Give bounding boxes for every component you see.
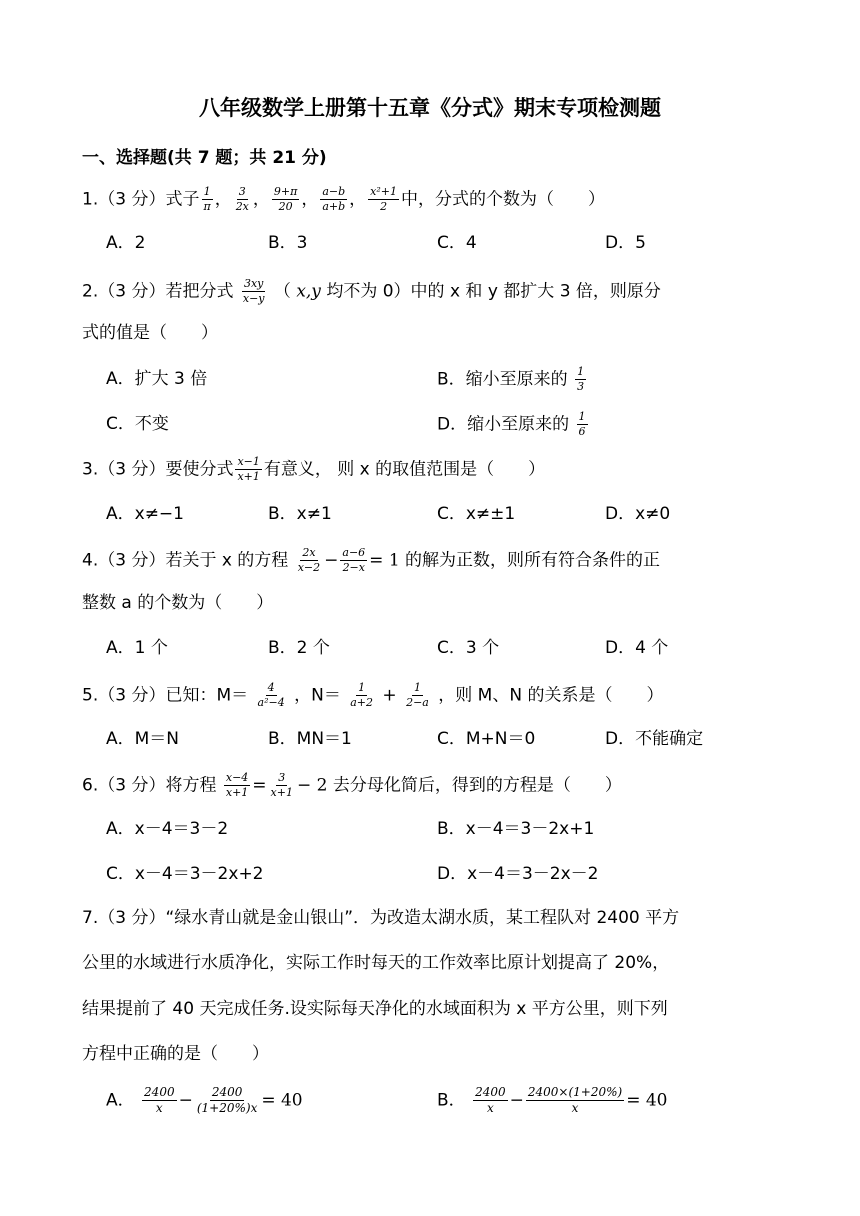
fraction: $\frac{3xy}{x-y}$ (242, 277, 265, 305)
q1-option-d[interactable]: D．5 (605, 233, 646, 253)
q7-option-a[interactable]: A． $\frac{2400}{x}$ − $\frac{2400}{(1+20\%)x}$ = 40 (106, 1085, 303, 1115)
fraction: $\frac{3}{2x}$ (235, 185, 249, 213)
fraction: $\frac{1}{3}$ (577, 365, 585, 393)
q6-prefix: 6.（3 分）将方程 (82, 775, 217, 796)
q3-option-d[interactable]: D．x≠0 (605, 504, 671, 524)
q1-prefix: 1.（3 分）式子 (82, 189, 200, 210)
q4-line-2: 整数 a 的个数为（ ） (82, 593, 274, 613)
fraction: $\frac{2400}{(1+20\%)x}$ (196, 1085, 258, 1115)
minus-two: − 2 (296, 775, 328, 796)
q6-option-b[interactable]: B．x－4＝3－2x+1 (437, 819, 595, 839)
question-6 (82, 772, 622, 799)
q4-option-a[interactable]: A．1 个 (106, 638, 168, 658)
fraction: $\frac{x-1}{x+1}$ (237, 455, 260, 483)
q2-option-d[interactable]: D．缩小至原来的 $\frac{1}{6}$ (437, 410, 586, 438)
fraction: $\frac{1}{a+2}$ (350, 681, 374, 709)
fraction: $\frac{x-4}{x+1}$ (225, 771, 249, 799)
fraction: $\frac{2400}{x}$ (475, 1085, 506, 1115)
q5-suffix: ，则 M、N 的关系是（ ） (438, 685, 664, 706)
q2-option-c[interactable]: C．不变 (106, 414, 169, 434)
q2-prefix: 2.（3 分）若把分式 (82, 281, 234, 302)
fraction: $\frac{3}{x+1}$ (270, 771, 293, 799)
q1-option-a[interactable]: A．2 (106, 233, 146, 253)
q2-vars: x,y (296, 281, 321, 302)
q1-option-b[interactable]: B．3 (268, 233, 308, 253)
q4-suffix: 的解为正数，则所有符合条件的正 (405, 550, 661, 571)
q4-option-b[interactable]: B．2 个 (268, 638, 330, 658)
q3-option-a[interactable]: A．x≠−1 (106, 504, 184, 524)
q3-prefix: 3.（3 分）要使分式 (82, 459, 234, 480)
fraction: $\frac{2400\times(1+20\%)}{x}$ (527, 1085, 623, 1115)
q6-option-c[interactable]: C．x－4＝3－2x+2 (106, 864, 264, 884)
q2-line-2: 式的值是（ ） (82, 323, 218, 343)
q3-option-b[interactable]: B．x≠1 (268, 504, 332, 524)
q4-option-d[interactable]: D．4 个 (605, 638, 669, 658)
q6-suffix: 去分母化简后，得到的方程是（ ） (332, 775, 622, 796)
q7-line-3: 结果提前了 40 天完成任务.设实际每天净化的水域面积为 x 平方公里，则下列 (82, 999, 668, 1019)
fraction: $\frac{1}{6}$ (578, 410, 586, 438)
q4-prefix: 4.（3 分）若关于 x 的方程 (82, 550, 289, 571)
fraction: $\frac{2400}{x}$ (144, 1085, 175, 1115)
fraction: $\frac{9+\pi}{20}$ (273, 185, 298, 213)
q7-line-4: 方程中正确的是（ ） (82, 1044, 269, 1064)
fraction: $\frac{a-6}{2-x}$ (342, 546, 366, 574)
fraction: $\frac{1}{\pi}$ (203, 185, 211, 213)
q2-mid: 均不为 0）中的 x 和 y 都扩大 3 倍，则原分 (326, 281, 661, 302)
fraction: $\frac{4}{\text{a²−4}}$ (257, 681, 285, 709)
fraction: $\frac{\text{x²+1}}{2}$ (370, 185, 398, 213)
fraction: $\frac{1}{2-a}$ (406, 681, 429, 709)
equals-sign: = (252, 775, 267, 796)
q7-option-b[interactable]: B． $\frac{2400}{x}$ − $\frac{2400\times(1+20\%)}{x}$ = 40 (437, 1085, 668, 1115)
minus-sign: − (324, 550, 339, 571)
q3-suffix: 有意义， 则 x 的取值范围是（ ） (263, 459, 546, 480)
question-3 (82, 456, 545, 483)
fraction: $\frac{2x}{x-2}$ (297, 546, 321, 574)
q7-line-1: 7.（3 分）“绿水青山就是金山银山”．为改造太湖水质，某工程队对 2400 平方 (82, 908, 680, 928)
q6-option-d[interactable]: D．x－4＝3－2x－2 (437, 864, 599, 884)
q5-mid: ，N＝ (294, 685, 341, 706)
q2-option-a[interactable]: A．扩大 3 倍 (106, 369, 208, 389)
equals-one: = 1 (369, 550, 400, 571)
q5-option-b[interactable]: B．MN＝1 (268, 729, 352, 749)
q7-line-2: 公里的水域进行水质净化，实际工作时每天的工作效率比原计划提高了 20%， (82, 953, 670, 973)
q1-option-c[interactable]: C．4 (437, 233, 477, 253)
q3-option-c[interactable]: C．x≠±1 (437, 504, 516, 524)
q5-option-d[interactable]: D．不能确定 (605, 729, 704, 749)
question-4 (82, 547, 660, 574)
q6-option-a[interactable]: A．x－4＝3－2 (106, 819, 229, 839)
q4-option-c[interactable]: C．3 个 (437, 638, 500, 658)
question-5 (82, 682, 663, 709)
q2-option-b[interactable]: B．缩小至原来的 $\frac{1}{3}$ (437, 365, 585, 393)
q5-option-c[interactable]: C．M+N＝0 (437, 729, 536, 749)
fraction: $\frac{a-b}{a+b}$ (322, 185, 346, 213)
plus-sign: + (382, 685, 397, 706)
q5-prefix: 5.（3 分）已知：M＝ (82, 685, 249, 706)
section-heading: 一、选择题(共 7 题；共 21 分) (82, 148, 327, 168)
q5-option-a[interactable]: A．M＝N (106, 729, 180, 749)
question-2: 2.（3 分）若把分式 $\frac{3xy}{x-y}$ （ x,y 均不为 0）中的 x 和 y 都扩大 3 倍，则原分 (82, 277, 661, 305)
page-title: 八年级数学上册第十五章《分式》期末专项检测题 (199, 96, 661, 120)
q1-suffix: 中，分式的个数为（ ） (401, 189, 606, 210)
question-1: 1.（3 分）式子 $\frac{1}{\pi}$ ， $\frac{3}{2x}$ ， $\frac{9+\pi}{20}$ ， $\frac{a-b}{a+b}$ ， $\frac{\text{x²+1}}{2}$ 中，分式的个数为（ ） (82, 185, 606, 213)
